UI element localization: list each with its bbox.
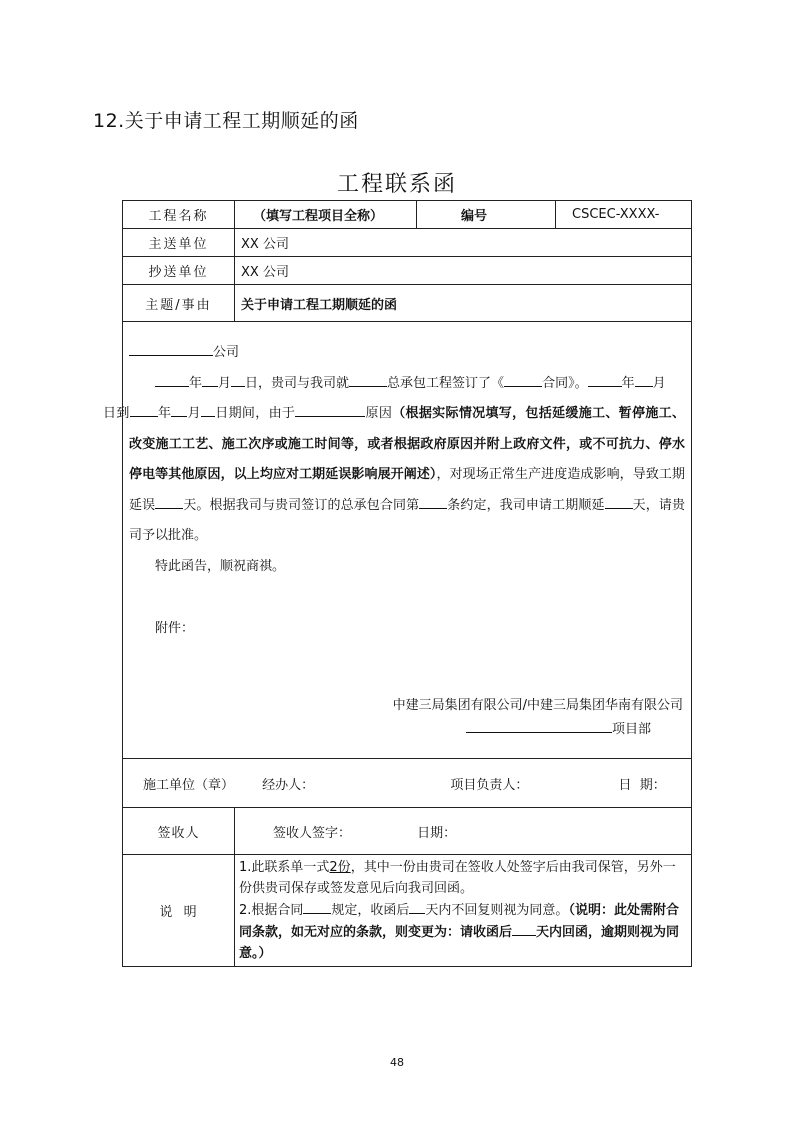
letter-body xyxy=(103,322,692,759)
receiver-date-label: 日期： xyxy=(417,825,457,841)
main-recipient-label: 主送单位 xyxy=(123,229,235,257)
receiver-cell xyxy=(235,808,692,855)
text-period: 日期间，由于 xyxy=(214,406,296,421)
code-value: CSCEC-XXXX- xyxy=(556,201,692,229)
text-day: 日，贵司与我司就 xyxy=(245,375,350,391)
body-paragraph-1 xyxy=(103,369,686,552)
company-suffix: 公司 xyxy=(213,345,240,360)
contract-clause-blank[interactable] xyxy=(303,899,331,914)
text-approval: 天，请贵司予以批准。 xyxy=(129,497,685,543)
footer-sign-row xyxy=(123,759,692,808)
cc-value: XX 公司 xyxy=(235,257,692,285)
note-1-post: ，其中一份由贵司在签收人处签字后由我司保管，另外一份供贵司保存或签发意见后向我司回函。 xyxy=(239,860,676,896)
notes-label: 说 明 xyxy=(123,855,235,967)
clause-blank[interactable] xyxy=(419,494,447,509)
text-day-to: 日到 xyxy=(103,406,130,421)
note-2 xyxy=(239,899,687,964)
project-name-label: 工程名称 xyxy=(123,201,235,229)
reason-blank[interactable] xyxy=(295,402,365,417)
text-reason-label: 原因 xyxy=(365,406,393,421)
days-blank[interactable] xyxy=(512,921,536,936)
date-blank[interactable] xyxy=(171,402,187,417)
construction-unit-label: 施工单位（章） xyxy=(143,777,235,793)
days-blank[interactable] xyxy=(605,494,633,509)
subject-value: 关于申请工程工期顺延的函 xyxy=(235,285,692,322)
text-year: 年 xyxy=(621,375,635,391)
note-2-instruction: （说明：此处需附合同条款，如无对应的条款，则变更为：请收函后 xyxy=(239,903,679,940)
signature-block xyxy=(393,694,683,742)
days-blank[interactable] xyxy=(155,494,183,509)
receiver-signature-label: 签收人签字： xyxy=(273,825,352,841)
date-blank[interactable] xyxy=(130,402,158,417)
cc-label: 抄送单位 xyxy=(123,257,235,285)
text-year: 年 xyxy=(189,375,203,391)
days-blank[interactable] xyxy=(409,899,425,914)
contact-letter-form xyxy=(103,200,692,967)
attachment-label: 附件： xyxy=(155,621,195,636)
date-blank[interactable] xyxy=(202,372,218,387)
closing-line: 特此函告，顺祝商祺。 xyxy=(155,558,286,574)
section-heading: 12.关于申请工程工期顺延的函 xyxy=(93,110,359,132)
code-label: 编号 xyxy=(417,201,556,229)
text-year: 年 xyxy=(157,406,172,421)
text-month: 月 xyxy=(187,406,201,421)
footer-date-label: 日 期： xyxy=(618,777,666,793)
page-number: 48 xyxy=(390,1056,404,1069)
salutation-line xyxy=(129,338,685,369)
receiver-label: 签收人 xyxy=(123,808,235,855)
note-1 xyxy=(239,857,687,899)
signature-company: 中建三局集团有限公司/中建三局集团华南有限公司 xyxy=(392,698,684,713)
note-1-copies: 2份 xyxy=(329,860,351,875)
project-name-value: （填写工程项目全称） xyxy=(235,201,417,229)
date-blank[interactable] xyxy=(588,372,622,387)
form-title: 工程联系函 xyxy=(336,172,457,197)
date-blank[interactable] xyxy=(155,372,189,387)
project-dept-label: 项目部 xyxy=(612,722,652,737)
note-1-pre: 1.此联系单一式 xyxy=(239,860,330,875)
company-blank[interactable] xyxy=(129,341,213,356)
text-days: 天。根据我司与贵司签订的总承包合同第 xyxy=(183,497,420,513)
handler-label: 经办人： xyxy=(262,777,315,793)
text-clause: 条约定，我司申请工期顺延 xyxy=(447,497,605,513)
project-manager-label: 项目负责人： xyxy=(450,777,529,793)
project-dept-blank[interactable] xyxy=(466,718,612,733)
text-contract-pre: 总承包工程签订了《 xyxy=(387,375,505,391)
date-blank[interactable] xyxy=(635,372,653,387)
note-2-pre: 2.根据合同 xyxy=(239,903,304,918)
text-delay: ，对现场正常生产进度造成影响，导致工期延误 xyxy=(129,467,685,513)
contract-blank[interactable] xyxy=(504,372,542,387)
subject-label: 主题/事由 xyxy=(123,285,235,322)
note-2-instruction-end: 天内回函，逾期则视为同意。） xyxy=(239,925,680,961)
notes-content xyxy=(235,855,692,967)
text-month: 月 xyxy=(218,375,232,391)
project-blank[interactable] xyxy=(349,372,387,387)
note-2-post: 天内不回复则视为同意。 xyxy=(425,903,569,918)
note-2-mid: 规定，收函后 xyxy=(331,903,410,918)
text-month: 月 xyxy=(652,375,666,391)
date-blank[interactable] xyxy=(231,372,245,387)
main-recipient-value: XX 公司 xyxy=(235,229,692,257)
reason-instruction: （根据实际情况填写，包括延缓施工、暂停施工、改变施工工艺、施工次序或施工时间等，或者根据政府原因并附上政府文件，或不可抗力、停水停电等其他原因，以上均应对工期延误影响展开阐述） xyxy=(129,406,686,482)
date-blank[interactable] xyxy=(201,402,215,417)
text-contract-post: 合同》。 xyxy=(542,375,588,391)
